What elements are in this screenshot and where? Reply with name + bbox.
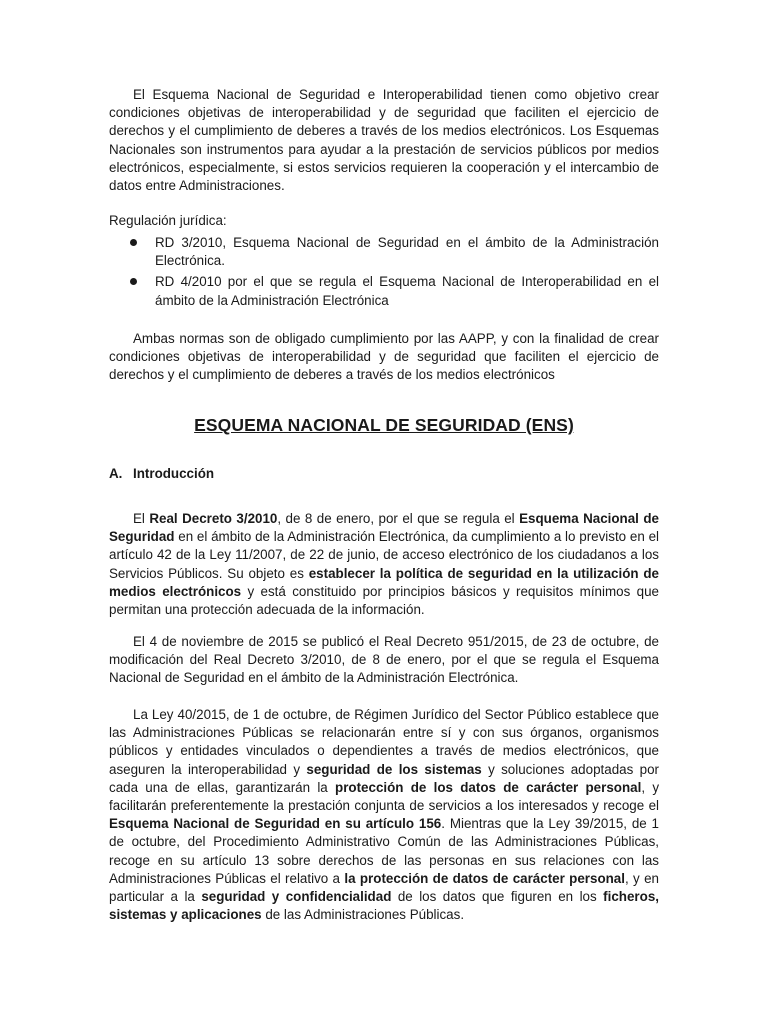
- regulation-list: [109, 234, 659, 313]
- list-item: [109, 273, 659, 309]
- subsection-title: Introducción: [133, 466, 215, 481]
- text-span: La Ley 40/2015, de 1 de octubre, de Régimen Jurídico del Sector Público establece que las Administraciones Públicas se relacionarán entre sí y con sus órganos, organismos públicos y entidades vinculados o dependientes a través de medios electrónicos, que aseguren la interoperabilidad y: [109, 707, 659, 777]
- text-span: de las Administraciones Públicas.: [261, 907, 465, 923]
- intro-paragraph: El Esquema Nacional de Seguridad e Interoperabilidad tienen como objetivo crear condiciones objetivas de interoperabilidad y de seguridad que faciliten el ejercicio de derechos y el cumplimiento de deberes a través de los medios electrónicos. Los Esquemas Nacionales son instrumentos para ayudar a la prestación de servicios públicos por medios electrónicos, especialmente, si estos servicios requieren la cooperación y el intercambio de datos entre Administraciones.: [109, 87, 659, 194]
- text-span: y soluciones adoptadas por cada una de ellas, garantizarán la: [109, 761, 659, 795]
- bullet-icon: [130, 239, 137, 246]
- text-span: , y en particular a la: [109, 870, 659, 905]
- bold-span: la protección de datos de carácter personal: [344, 870, 625, 886]
- bold-span: ficheros, sistemas y aplicaciones: [109, 889, 659, 923]
- text-span: El: [133, 511, 150, 526]
- bold-span: Esquema Nacional de Seguridad en su artículo 156: [109, 816, 442, 832]
- ens-paragraph-2: El 4 de noviembre de 2015 se publicó el Real Decreto 951/2015, de 23 de octubre, de modificación del Real Decreto 3/2010, de 8 de enero, por el que se regula el Esquema Nacional de Seguridad en el ámbito de la Administración Electrónica.: [109, 634, 659, 686]
- ens-paragraph-3: [109, 706, 659, 924]
- text-span: , de 8 de enero, por el que se regula el: [277, 511, 520, 526]
- subsection-letter: A.: [109, 466, 123, 481]
- regulation-label-block: [109, 212, 659, 230]
- ens-modification-block: [109, 633, 659, 688]
- ens-paragraph-1: [109, 510, 659, 619]
- regulation-label: Regulación jurídica:: [109, 213, 227, 228]
- section-heading: ESQUEMA NACIONAL DE SEGURIDAD (ENS): [194, 415, 574, 435]
- text-span: , y facilitarán preferentemente la prestación conjunta de servicios a los interesados y recoge el: [109, 779, 660, 814]
- text-span: y está constituido por principios básicos y requisitos mínimos que permitan una protección adecuada de la información.: [109, 583, 659, 618]
- bold-span: seguridad de los sistemas: [306, 761, 482, 777]
- text-span: . Mientras que la Ley 39/2015, de 1 de octubre, del Procedimiento Administrativo Común de las Administraciones Públicas, recoge en su artículo 13 sobre derechos de las personas en sus relaciones con las Administraciones Públicas el relativo a: [109, 816, 659, 886]
- both-norms-paragraph: Ambas normas son de obligado cumplimiento por las AAPP, y con la finalidad de crear condiciones objetivas de interoperabilidad y de seguridad que faciliten el ejercicio de derechos y el cumplimiento de deberes a través de los medios electrónicos: [109, 331, 659, 383]
- regulation-item-text: RD 3/2010, Esquema Nacional de Seguridad en el ámbito de la Administración Electrónica.: [155, 235, 659, 269]
- both-norms-block: [109, 330, 659, 385]
- ens-law-block: [109, 706, 659, 924]
- bold-span: establecer la política de seguridad en la utilización de medios electrónicos: [109, 565, 659, 599]
- text-span: en el ámbito de la Administración Electrónica, da cumplimiento a lo previsto en el artículo 42 de la Ley 11/2007, de 22 de junio, de acceso electrónico de los ciudadanos a los Servicios Públicos. Su objeto es: [109, 529, 659, 581]
- bold-span: protección de los datos de carácter personal: [335, 779, 642, 795]
- text-span: de los datos que figuren en los: [391, 889, 604, 905]
- regulation-item-text: RD 4/2010 por el que se regula el Esquema Nacional de Interoperabilidad en el ámbito de la Administración Electrónica: [155, 274, 659, 308]
- bold-span: Real Decreto 3/2010: [149, 511, 278, 526]
- ens-intro-block: [109, 510, 659, 619]
- bold-span: Esquema Nacional de Seguridad: [109, 511, 659, 545]
- intro-block: [109, 86, 659, 195]
- list-item: [109, 234, 659, 270]
- subsection-heading: [109, 465, 214, 483]
- bold-span: seguridad y confidencialidad: [201, 889, 392, 905]
- bullet-icon: [130, 278, 137, 285]
